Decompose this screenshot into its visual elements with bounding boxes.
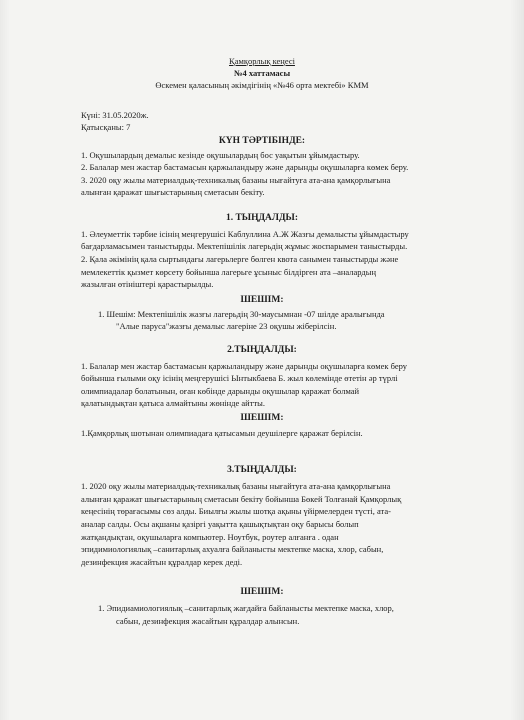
section1-decision-line: 1. Шешім: Мектепішілік жазғы лагерьдің 30-маусымнан -07 шілде аралығында: [98, 309, 385, 319]
protocol-number: №4 хаттамасы: [233, 68, 291, 78]
section2-line: бойынша ғылыми оқу ісінің меңгерушісі Ынтыкбаева Б. жыл көлемінде өтетін әр түрлі: [81, 373, 398, 383]
agenda-line: 3. 2020 оқу жылы материалдық-техникалық базаны нығайтуға ата-ана қамқорлығына: [81, 175, 391, 185]
section3-decision-line: 1. Эпидиамиологиялық –санитарлық жағдайға байланысты мектепке маска, хлор,: [98, 603, 394, 613]
section3-line: эпидимиологиялық –санитарлық ахуалға байланысты мектепке маска, хлор, сабын,: [81, 544, 384, 554]
section2-line: 1. Балалар мен жастар бастамасын қаржыландыру және дарынды оқушыларға көмек беру: [81, 361, 408, 371]
council-name: Қамқорлық кеңесі: [229, 56, 295, 66]
section3-line: алынған қаражат шығыстарының сметасын бекіту бойынша Бөкей Толғанай Қамқорлық: [81, 494, 402, 504]
section2-line: қалатындықтан қатыса алмайтыны жөнінде айтты.: [81, 398, 265, 408]
organization-name: Өскемен қаласының әкімдігінің «№46 орта мектебі» КММ: [155, 80, 369, 90]
meeting-date: Күні: 31.05.2020ж.: [81, 110, 149, 120]
attendees-count: Қатысқаны: 7: [81, 122, 131, 132]
section2-title: 2.ТЫҢДАЛДЫ:: [227, 345, 297, 355]
section1-line: 2. Қала әкімінің қала сыртындағы лагерьлерге бөлген квота санымен таныстырды және: [81, 254, 399, 264]
agenda-line: 1. Оқушылардың демалыс кезінде оқушылардың бос уақытын ұйымдастыру.: [81, 150, 360, 160]
page-edge-right: [510, 0, 524, 720]
section3-line: жатқандықтан, оқушыларға компьютер. Ноутбук, роутер алғанға . одан: [81, 532, 339, 542]
section1-line: жазылған өтініштері қарастырылды.: [81, 279, 214, 289]
section3-decision-title: ШЕШІМ:: [240, 587, 284, 597]
section1-decision-title: ШЕШІМ:: [240, 295, 284, 305]
section3-line: кеңесінің төрағасымы сөз алды. Биылғы жылы шотқа ақыны үйірмелерден түсті, ата-: [81, 506, 391, 516]
agenda-line: алынған қаражат шығыстарының сметасын бекіту.: [81, 187, 265, 197]
section3-line: 1. 2020 оқу жылы материалдық-техникалық базаны нығайтуға ата-ана қамқорлығына: [81, 481, 391, 491]
section1-decision-line: "Алые паруса"жазғы демалыс лагеріне 23 оқушы жіберілсін.: [116, 321, 337, 331]
section1-line: бағдарламасымен таныстырды. Мектепішілік лагерьдің жұмыс жоспарымен таныстырды.: [81, 241, 408, 251]
section3-decision-line: сабын, дезинфекция жасайтын құралдар алынсын.: [116, 616, 300, 626]
section1-line: 1. Әлеуметтік тәрбие ісінің меңгерушісі Каблуллина А.Ж Жазғы демалысты ұйымдастыру: [81, 229, 409, 239]
section1-title: 1. ТЫҢДАЛДЫ:: [225, 213, 299, 223]
page-edge-left: [0, 0, 10, 720]
section1-line: мемлекеттік қызмет көрсету бойынша лагерьге ұсыныс білдірген ата –аналардың: [81, 267, 376, 277]
section2-decision-line: 1.Қамқорлық шотынан олимпиадаға қатысамын деушілерге қаражат берілсін.: [81, 428, 363, 438]
section3-title: 3.ТЫҢДАЛДЫ:: [227, 465, 297, 475]
agenda-title: КҮН ТӘРТІБІНДЕ:: [218, 136, 306, 146]
section2-decision-title: ШЕШІМ:: [240, 413, 284, 423]
section3-line: аналар салды. Осы ақшаны қазіргі уақытта қашықтықтан оқу барысы болып: [81, 519, 359, 529]
section2-line: олимпиадалар болатынын, оған көбінде дарынды оқушылар қаражат болмай: [81, 386, 360, 396]
agenda-line: 2. Балалар мен жастар бастамасын қаржыландыру және дарынды оқушыларға көмек беру.: [81, 162, 409, 172]
section3-line: дезинфекция жасайтын құралдар керек деді.: [81, 557, 243, 567]
